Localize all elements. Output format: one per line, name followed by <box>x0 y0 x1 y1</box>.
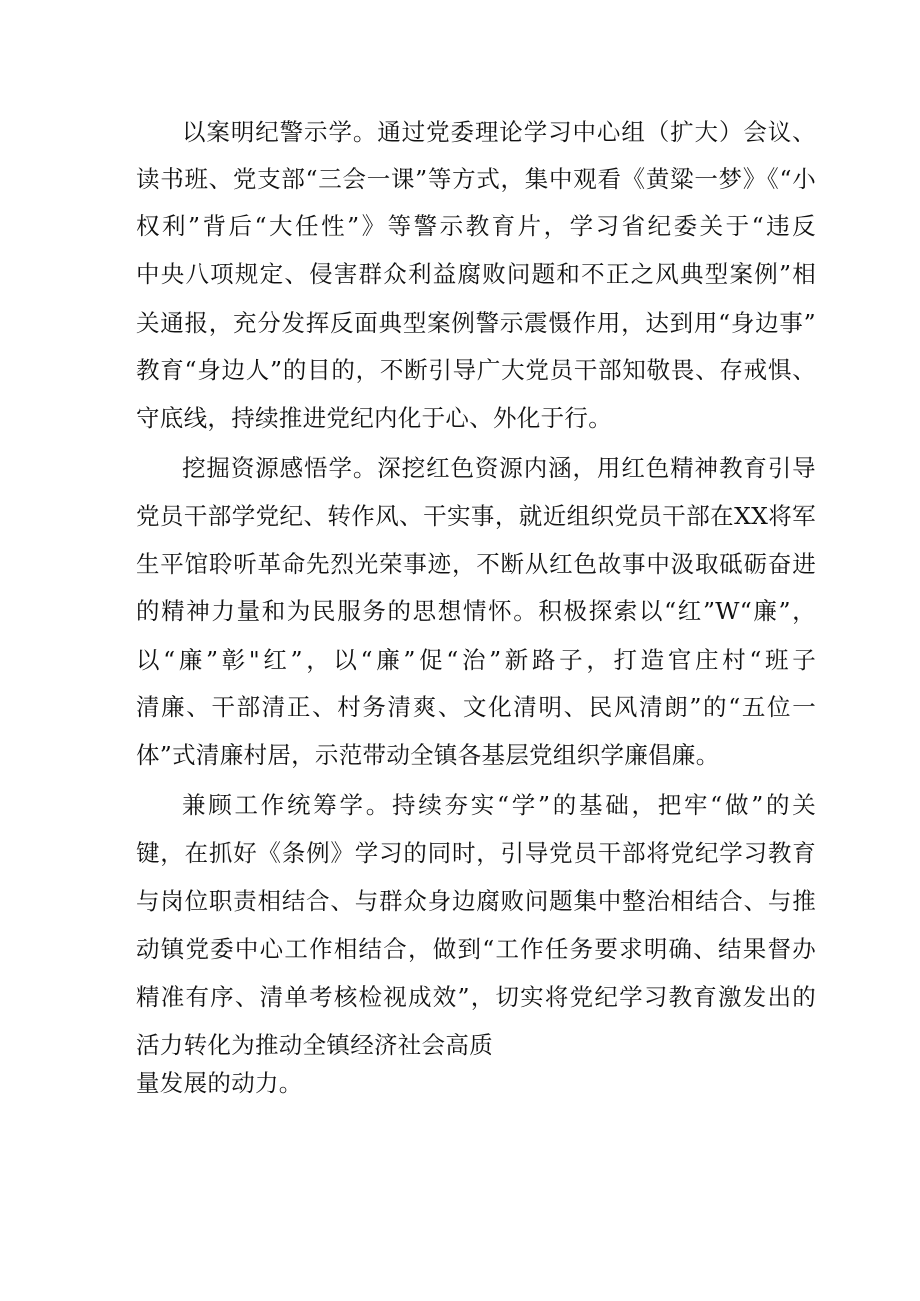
paragraph-line: 活力转化为推动全镇经济社会高质 <box>136 1031 493 1059</box>
paragraph-line: 与岗位职责相结合、与群众身边腐败问题集中整治相结合、与推 <box>136 887 816 915</box>
paragraph-line: 清廉、干部清正、村务清爽、文化清明、民风清朗”的“五位一 <box>136 693 816 721</box>
paragraph-line: 教育“身边人”的目的，不断引导广大党员干部知敬畏、存戒惧、 <box>136 356 816 384</box>
paragraph-line: 权利”背后“大任性”》等警示教育片，学习省纪委关于“违反 <box>136 212 816 240</box>
paragraph-line: 关通报，充分发挥反面典型案例警示震慑作用，达到用“身边事” <box>136 309 816 337</box>
paragraph-line: 的精神力量和为民服务的思想情怀。积极探索以“红”W“廉”， <box>136 597 816 625</box>
paragraph-line: 生平馆聆听革命先烈光荣事迹，不断从红色故事中汲取砥砺奋进 <box>136 550 816 578</box>
paragraph-line: 兼顾工作统筹学。持续夯实“学”的基础，把牢“做”的关 <box>182 791 816 819</box>
paragraph-line: 以案明纪警示学。通过党委理论学习中心组（扩大）会议、 <box>182 118 816 146</box>
paragraph-line: 挖掘资源感悟学。深挖红色资源内涵，用红色精神教育引导 <box>182 454 816 482</box>
paragraph-line: 党员干部学党纪、转作风、干实事，就近组织党员干部在XX将军 <box>136 502 816 530</box>
paragraph-line: 中央八项规定、侵害群众利益腐败问题和不正之风典型案例”相 <box>136 260 816 288</box>
paragraph-line: 精准有序、清单考核检视成效”，切实将党纪学习教育激发出的 <box>136 983 816 1011</box>
paragraph-line: 体”式清廉村居，示范带动全镇各基层党组织学廉倡廉。 <box>136 741 720 769</box>
paragraph-line: 守底线，持续推进党纪内化于心、外化于行。 <box>136 404 612 432</box>
paragraph-line: 读书班、党支部“三会一课”等方式，集中观看《黄粱一梦》《“小 <box>136 165 816 193</box>
paragraph-line: 量发展的动力。 <box>136 1069 303 1097</box>
paragraph-line: 键，在抓好《条例》学习的同时，引导党员干部将党纪学习教育 <box>136 839 816 867</box>
paragraph-line: 以“廉”彰"红”，以“廉”促“治”新路子，打造官庄村“班子 <box>136 646 816 674</box>
paragraph-line: 动镇党委中心工作相结合，做到“工作任务要求明确、结果督办 <box>136 935 816 963</box>
